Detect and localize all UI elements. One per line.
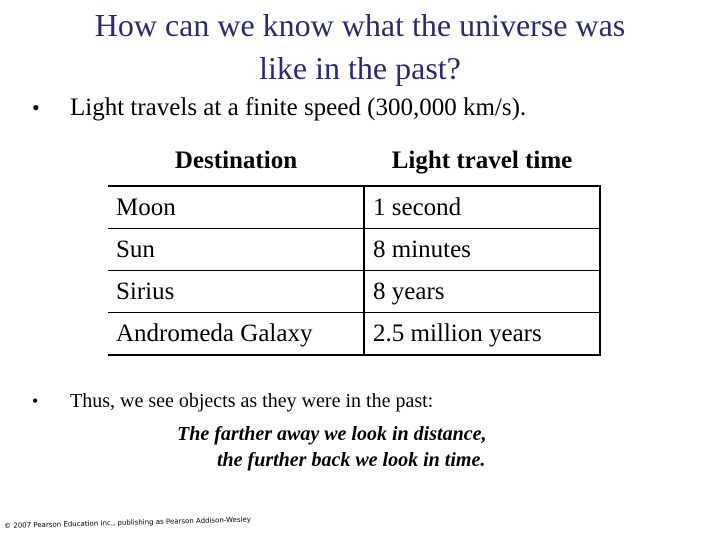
copyright-notice: © 2007 Pearson Education Inc., publishing as Pearson Addison-Wesley (4, 515, 252, 530)
cell-travel-time: 1 second (364, 186, 600, 229)
table-row (108, 186, 600, 229)
slide-title-line-2: like in the past? (259, 50, 461, 86)
cell-travel-time: 2.5 million years (364, 313, 600, 356)
table-header-row (108, 137, 600, 186)
cell-travel-time: 8 years (364, 271, 600, 313)
slide-title-line-1: How can we know what the universe was (94, 7, 626, 43)
header-light-travel-time: Light travel time (391, 147, 573, 174)
cell-destination: Andromeda Galaxy (108, 313, 364, 356)
table-row (108, 271, 600, 313)
light-travel-table (108, 137, 601, 356)
cell-destination: Sirius (108, 271, 364, 313)
table-row (108, 313, 600, 356)
bullet-2-marker: • (32, 391, 39, 411)
header-destination: Destination (174, 147, 298, 174)
bullet-2-text: Thus, we see objects as they were in the past: (70, 390, 434, 412)
bullet-point-1 (30, 94, 526, 122)
emphasis-line-2: the further back we look in time. (217, 449, 486, 471)
bullet-1-text: Light travels at a finite speed (300,000 km/s). (70, 94, 527, 121)
slide-title (40, 4, 680, 90)
cell-destination: Sun (108, 229, 364, 271)
cell-destination: Moon (108, 186, 364, 229)
cell-travel-time: 8 minutes (364, 229, 600, 271)
table-row (108, 229, 600, 271)
bullet-point-2 (30, 390, 433, 413)
emphasis-line-1: The farther away we look in distance, (177, 423, 487, 445)
bullet-1-marker: • (32, 95, 40, 120)
